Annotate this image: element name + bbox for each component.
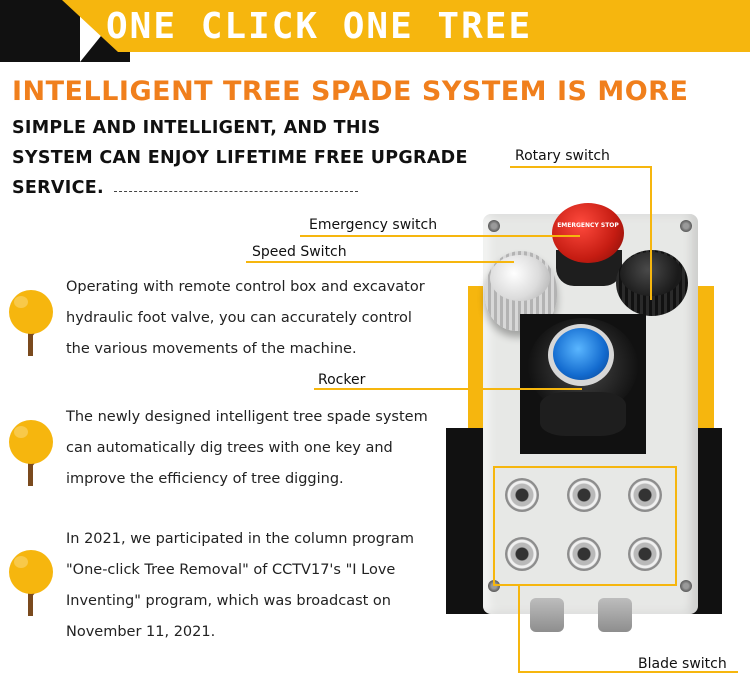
feature-1-text	[66, 272, 425, 365]
feature-3-line-1: In 2021, we participated in the column program	[66, 531, 414, 547]
callout-rotary-switch: Rotary switch	[515, 148, 610, 164]
feature-2-line-3: improve the efficiency of tree digging.	[66, 471, 344, 487]
callout-rocker: Rocker	[318, 372, 366, 388]
cable-gland	[530, 598, 564, 632]
subhead-line-1: SIMPLE AND INTELLIGENT, AND THIS	[12, 118, 381, 138]
leader-line	[300, 235, 580, 237]
tree-icon	[6, 286, 56, 356]
rocker-stem	[540, 392, 626, 436]
callout-blade-switch: Blade switch	[638, 656, 727, 672]
emergency-stop-button	[552, 203, 624, 263]
screw-icon	[680, 580, 692, 592]
feature-3-line-4: November 11, 2021.	[66, 624, 216, 640]
cable-gland	[598, 598, 632, 632]
feature-2-line-2: can automatically dig trees with one key and	[66, 440, 393, 456]
banner-title: ONE CLICK ONE TREE	[106, 6, 533, 47]
leader-line	[314, 388, 582, 390]
feature-2-line-1: The newly designed intelligent tree spade system	[66, 409, 428, 425]
screw-icon	[488, 220, 500, 232]
blade-switch-frame	[493, 466, 677, 586]
tree-icon	[6, 416, 56, 486]
screw-icon	[680, 220, 692, 232]
dotted-divider	[114, 191, 358, 192]
subhead-line-3: SERVICE.	[12, 178, 104, 198]
estop-label: EMERGENCY STOP	[557, 222, 619, 229]
leader-line	[246, 261, 514, 263]
feature-2-text	[66, 402, 428, 495]
callout-speed-switch: Speed Switch	[252, 244, 347, 260]
feature-3-text	[66, 524, 414, 648]
feature-3-line-2: "One-click Tree Removal" of CCTV17's "I Love	[66, 562, 396, 578]
tree-icon	[6, 546, 56, 616]
leader-line	[518, 586, 520, 672]
subhead-line-2: SYSTEM CAN ENJOY LIFETIME FREE UPGRADE	[12, 148, 468, 168]
headline: INTELLIGENT TREE SPADE SYSTEM IS MORE	[12, 76, 689, 107]
feature-3-line-3: Inventing" program, which was broadcast on	[66, 593, 391, 609]
feature-1-line-2: hydraulic foot valve, you can accurately control	[66, 310, 412, 326]
feature-1-line-3: the various movements of the machine.	[66, 341, 357, 357]
rocker-knob	[553, 328, 609, 380]
feature-1-line-1: Operating with remote control box and excavator	[66, 279, 425, 295]
callout-emergency-switch: Emergency switch	[309, 217, 438, 233]
leader-line	[510, 166, 652, 168]
leader-line	[650, 166, 652, 300]
